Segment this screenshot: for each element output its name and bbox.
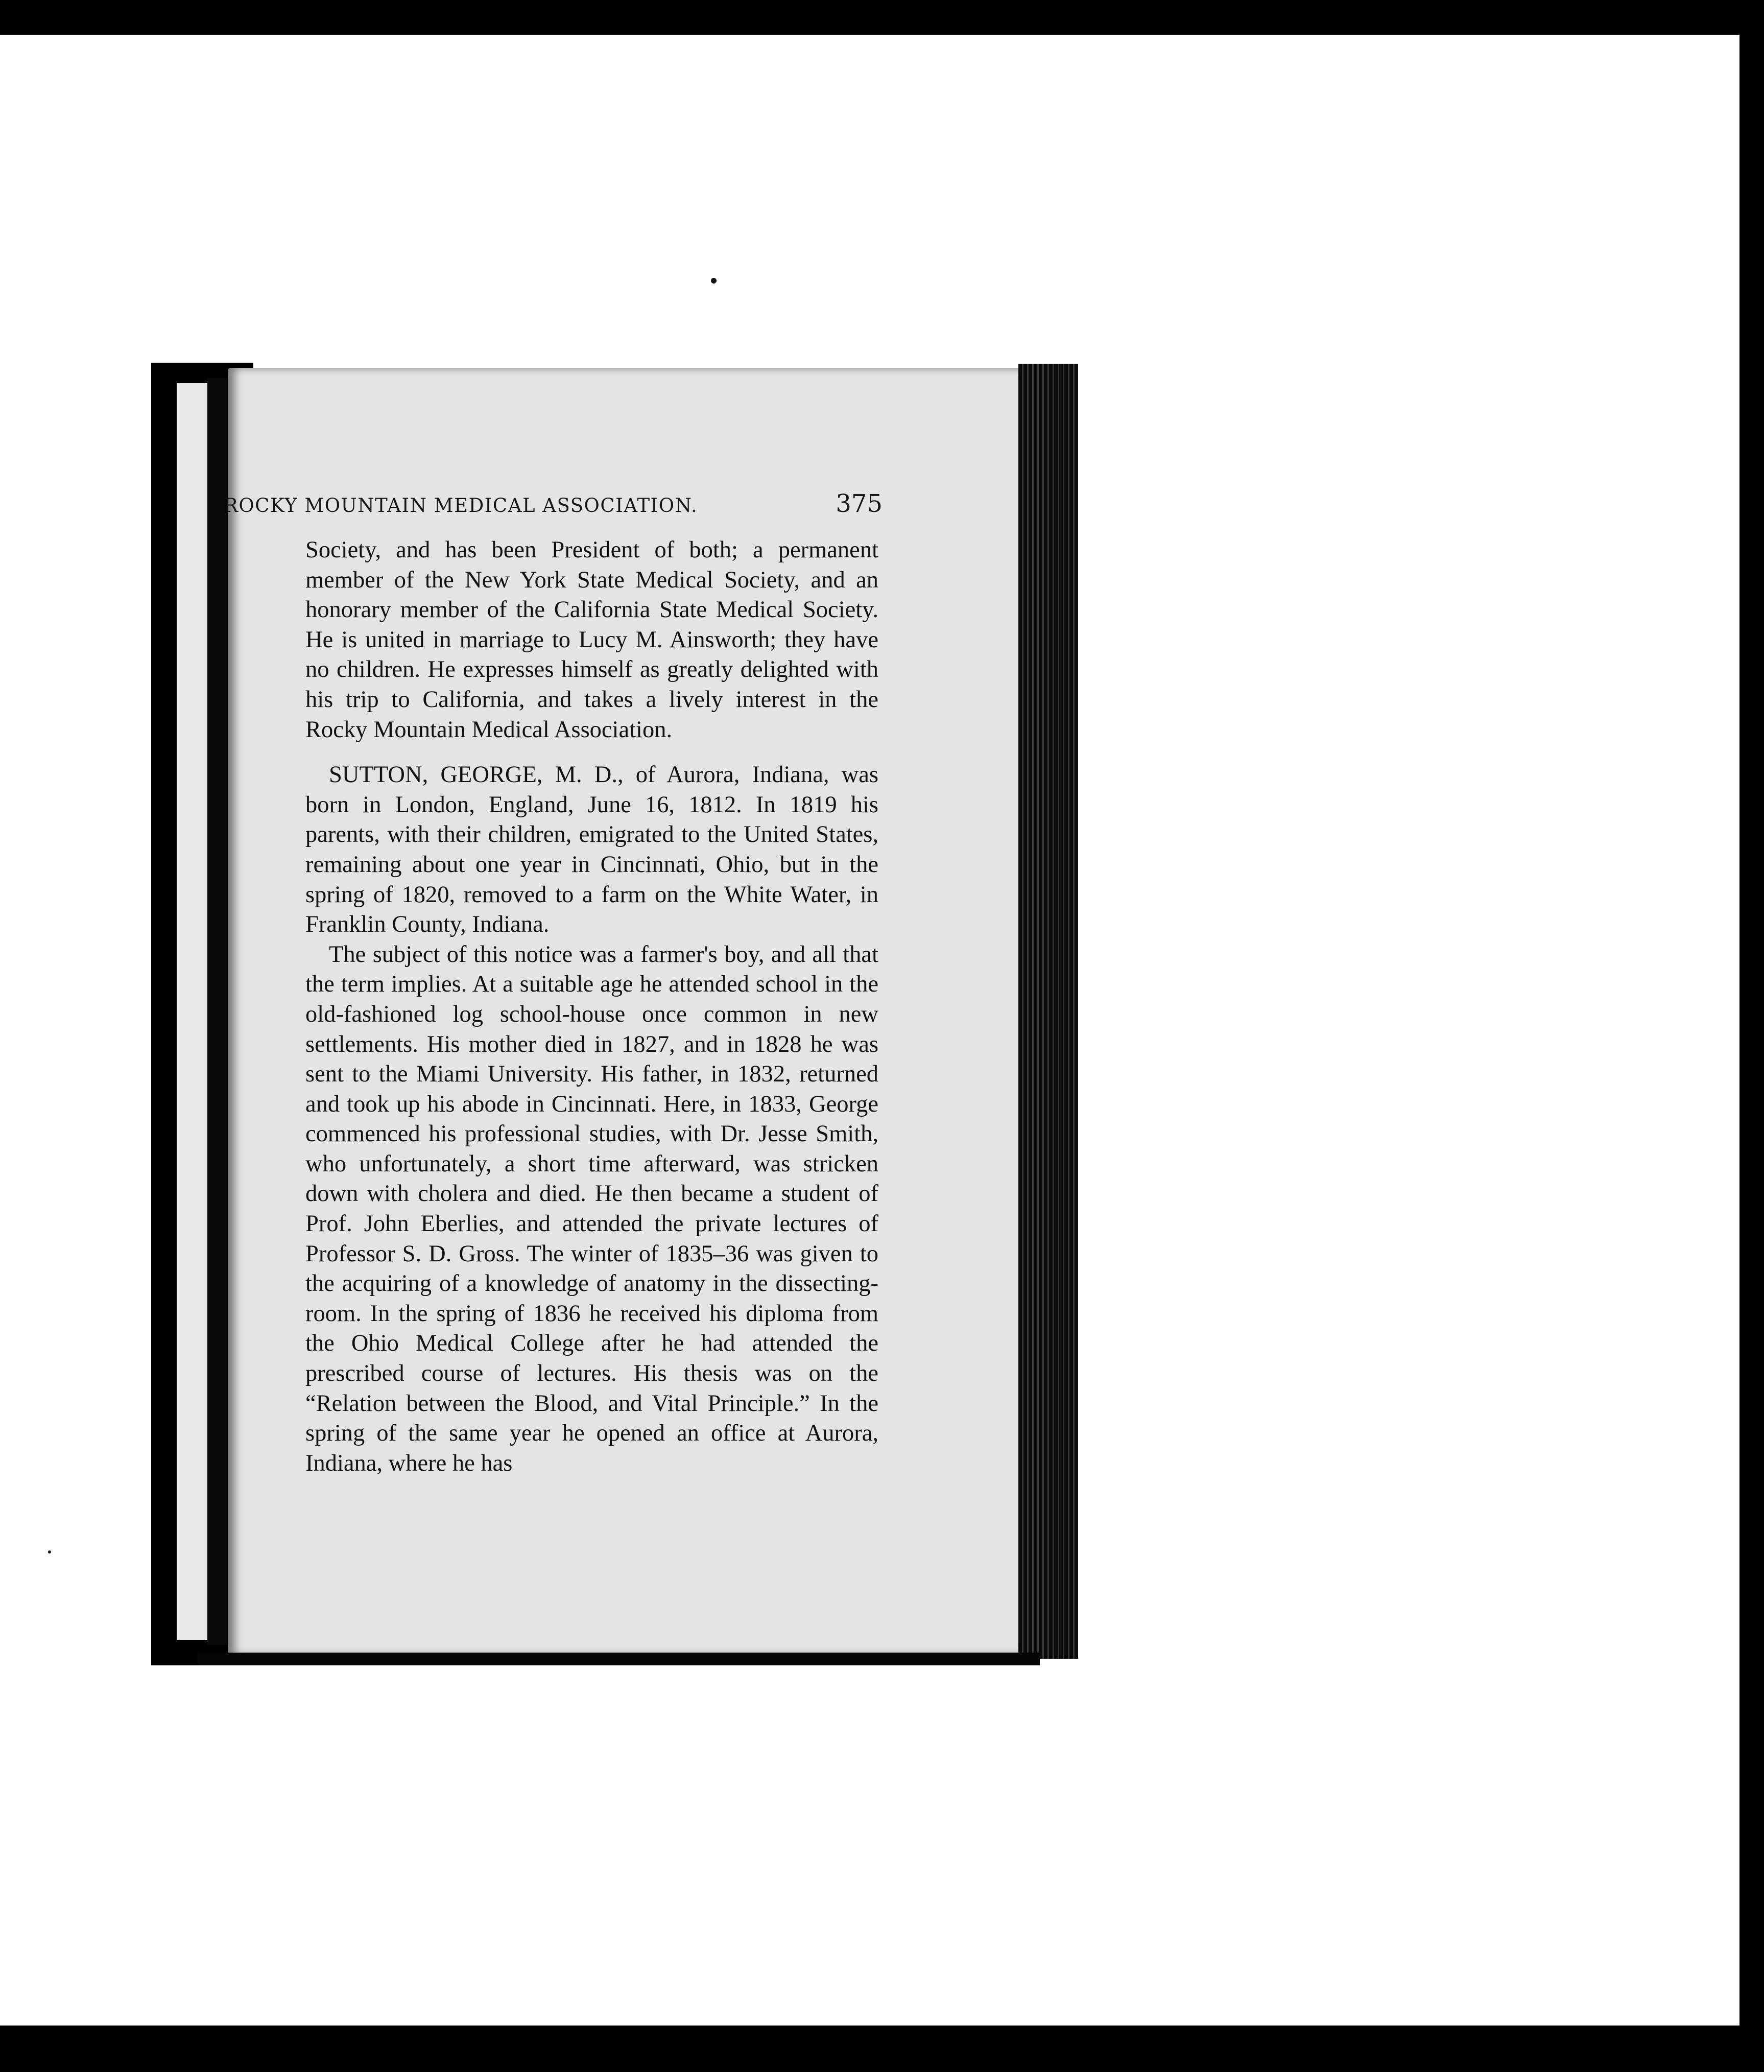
page-fore-edge [1018, 364, 1078, 1659]
paragraph-sutton-entry: SUTTON, GEORGE, M. D., of Aurora, Indiana, was born in London, England, June 16, 1812. In 1819 his parents, with their children, emigrated to the United States, remaining about one year in Cincinnati, Ohio, but in the spring of 1820, removed to a farm on the White Water, in Franklin County, Indiana. [305, 762, 878, 938]
paragraph-sutton-biography: The subject of this notice was a farmer's boy, and all that the term implies. At a suitable age he attended school in the old-fashioned log school-house once common in new settlements. His mother died in 1827, and in 1828 he was sent to the Miami University. His father, in 1832, returned and took up his abode in Cincinnati. Here, in 1833, George commenced his professional studies, with Dr. Jesse Smith, who unfortunately, a short time afterward, was stricken down with cholera and died. He then became a student of Prof. John Eberlies, and attended the private lectures of Professor S. D. Gross. The winter of 1835–36 was given to the acquiring of a knowledge of anatomy in the dissecting-room. In the spring of 1836 he received his diploma from the Ohio Medical College after he had attended the prescribed course of lectures. His thesis was on the “Relation between the Blood, and Vital Principle.” In the spring of the same year he opened an office at Aurora, Indiana, where he has [305, 941, 878, 1476]
book-bottom-edge [197, 1653, 1040, 1665]
page-header [224, 489, 883, 520]
bottom-scan-border [0, 2026, 1764, 2072]
right-scan-border [1739, 35, 1764, 2026]
paragraph-gap [305, 745, 878, 760]
page-number: 375 [836, 489, 883, 518]
top-scan-border [0, 0, 1764, 35]
body-text [305, 535, 878, 1478]
running-head: ROCKY MOUNTAIN MEDICAL ASSOCIATION. [224, 495, 698, 516]
dust-speck [711, 278, 717, 284]
dust-speck [48, 1550, 51, 1553]
paragraph-continuation: Society, and has been President of both; a permanent member of the New York State Medical Society, and an honorary member of the California State Medical Society. He is united in marriage to Lucy M. Ainsworth; they have no children. He expresses himself as greatly delighted with his trip to California, and takes a lively interest in the Rocky Mountain Medical Association. [305, 537, 878, 743]
book-cover-inner [177, 383, 207, 1640]
